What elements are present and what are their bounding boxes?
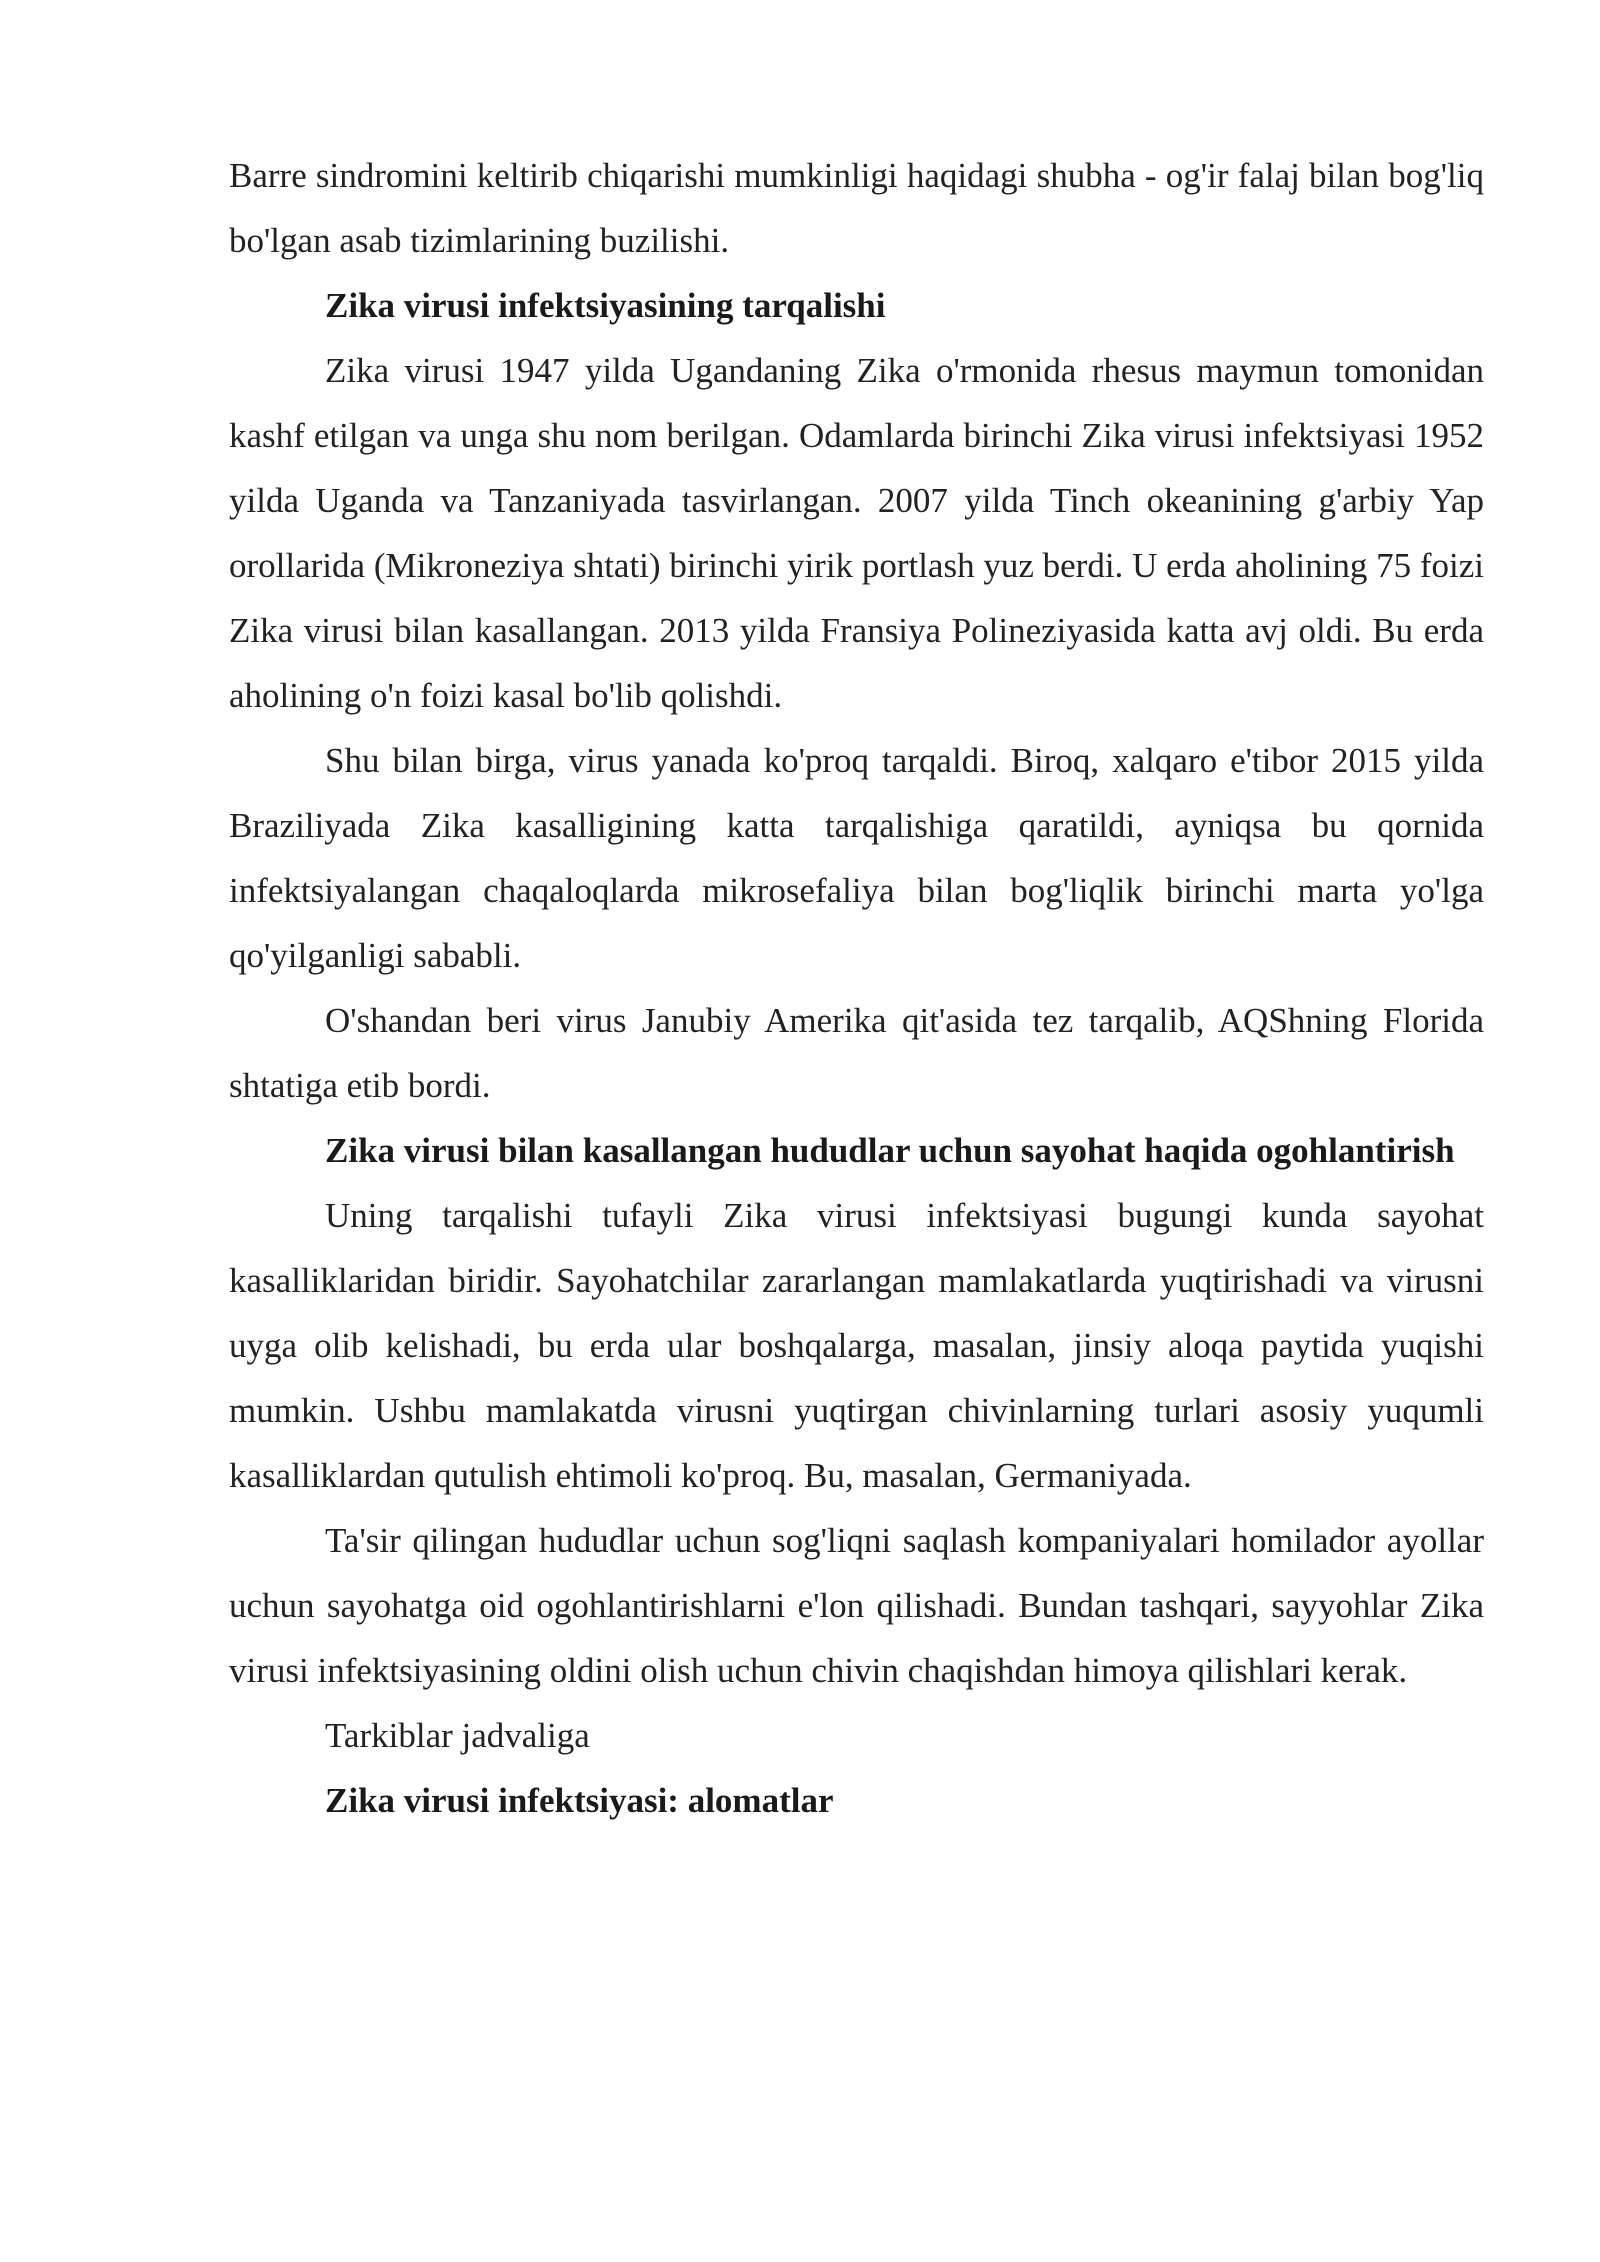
paragraph-zika-florida: O'shandan beri virus Janubiy Amerika qit'asida tez tarqalib, AQShning Florida shtatiga etib bordi.	[229, 1001, 1484, 1105]
paragraph-zika-history: Zika virusi 1947 yilda Ugandaning Zika o'rmonida rhesus maymun tomonidan kashf etilgan va unga shu nom berilgan. Odamlarda birinchi Zika virusi infektsiyasi 1952 yilda Uganda va Tanzaniyada tasvirlangan. 2007 yilda Tinch okeanining g'arbiy Yap orollarida (Mikroneziya shtati) birinchi yirik portlash yuz berdi. U erda aholining 75 foizi Zika virusi bilan kasallangan. 2013 yilda Fransiya Polineziyasida katta avj oldi. Bu erda aholining o'n foizi kasal bo'lib qolishdi.	[229, 351, 1484, 715]
paragraph-barre-syndrome: Barre sindromini keltirib chiqarishi mumkinligi haqidagi shubha - og'ir falaj bilan bog'liq bo'lgan asab tizimlarining buzilishi.	[229, 156, 1484, 260]
paragraph-zika-brazil: Shu bilan birga, virus yanada ko'proq tarqaldi. Biroq, xalqaro e'tibor 2015 yilda Braziliyada Zika kasalligining katta tarqalishiga qaratildi, ayniqsa bu qornida infektsiyalangan chaqaloqlarda mikrosefaliya bilan bog'liqlik birinchi marta yo'lga qo'yilganligi sababli.	[229, 741, 1484, 975]
table-of-contents-link[interactable]: Tarkiblar jadvaliga	[325, 1716, 590, 1755]
paragraph-travel-disease: Uning tarqalishi tufayli Zika virusi infektsiyasi bugungi kunda sayohat kasalliklaridan biridir. Sayohatchilar zararlangan mamlakatlarda yuqtirishadi va virusni uyga olib kelishadi, bu erda ular boshqalarga, masalan, jinsiy aloqa paytida yuqishi mumkin. Ushbu mamlakatda virusni yuqtirgan chivinlarning turlari asosiy yuqumli kasalliklardan qutulish ehtimoli ko'proq. Bu, masalan, Germaniyada.	[229, 1196, 1484, 1495]
document-page	[229, 143, 1484, 1833]
heading-zika-spread: Zika virusi infektsiyasining tarqalishi	[325, 286, 886, 325]
heading-zika-symptoms: Zika virusi infektsiyasi: alomatlar	[325, 1781, 834, 1820]
heading-travel-warning: Zika virusi bilan kasallangan hududlar uchun sayohat haqida ogohlantirish	[325, 1131, 1455, 1170]
paragraph-health-warnings: Ta'sir qilingan hududlar uchun sog'liqni saqlash kompaniyalari homilador ayollar uchun sayohatga oid ogohlantirishlarni e'lon qilishadi. Bundan tashqari, sayyohlar Zika virusi infektsiyasining oldini olish uchun chivin chaqishdan himoya qilishlari kerak.	[229, 1521, 1484, 1690]
